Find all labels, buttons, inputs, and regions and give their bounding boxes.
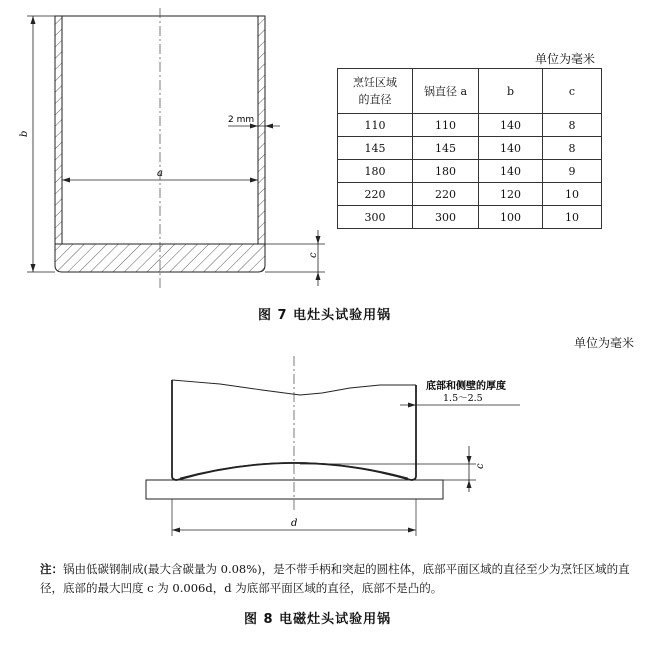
table-cell: 10 — [543, 206, 602, 229]
figure8-caption: 图 8 电磁灶头试验用锅 — [244, 612, 392, 627]
table-cell: 140 — [479, 114, 543, 137]
table-row — [338, 183, 602, 206]
table-cell: 120 — [479, 183, 543, 206]
table-cell: 110 — [413, 114, 479, 137]
table-cell: 110 — [338, 114, 413, 137]
table-cell: 10 — [543, 183, 602, 206]
pot-dimension-table — [337, 68, 602, 229]
pot-right-wall — [411, 385, 416, 480]
table-cell: 100 — [479, 206, 543, 229]
figure8-unit-label: 单位为毫米 — [574, 336, 635, 350]
dim-c-line-fig8 — [300, 446, 476, 492]
table-cell: 180 — [338, 160, 413, 183]
thickness-value: 1.5～2.5 — [443, 393, 483, 404]
dim-wall-label: 2 mm — [228, 115, 255, 125]
table-cell: 140 — [479, 160, 543, 183]
thickness-label: 底部和侧壁的厚度 — [426, 381, 506, 392]
header-cooking-zone-diameter: 烹饪区域 的直径 — [338, 69, 413, 114]
dim-c-label-fig8: c — [475, 463, 486, 469]
table-cell: 300 — [413, 206, 479, 229]
table-cell: 140 — [479, 137, 543, 160]
table-row — [338, 137, 602, 160]
table-row — [338, 160, 602, 183]
figure8-note — [40, 560, 640, 598]
dim-b-label: b — [19, 130, 30, 137]
table-header-row — [338, 69, 602, 114]
table-cell: 9 — [543, 160, 602, 183]
thickness-dim-line — [400, 403, 520, 408]
header-b: b — [479, 69, 543, 114]
dim-d-label: d — [291, 518, 298, 529]
table-cell: 145 — [413, 137, 479, 160]
note-text: 锅由低碳钢制成(最大含碳量为 0.08%)，是不带手柄和突起的圆柱体，底部平面区域的直径至少为烹饪区域的直径，底部的最大凹度 c 为 0.006d，d 为底部平面区域的直径，底部不是凸的。 — [40, 562, 630, 595]
table-cell: 180 — [413, 160, 479, 183]
table-cell: 8 — [543, 137, 602, 160]
table-cell: 8 — [543, 114, 602, 137]
figure7-unit-label: 单位为毫米 — [535, 52, 596, 66]
dim-a-label: a — [157, 168, 163, 179]
table-cell: 220 — [338, 183, 413, 206]
table-cell: 300 — [338, 206, 413, 229]
dim-b-line — [27, 16, 55, 272]
flat-plate — [146, 480, 443, 499]
table-row — [338, 206, 602, 229]
header-c: c — [543, 69, 602, 114]
dim-d-line — [172, 499, 416, 536]
note-tag: 注： — [40, 562, 63, 576]
figure7-caption: 图 7 电灶头试验用锅 — [258, 308, 392, 323]
pot-concave-bottom — [177, 463, 411, 480]
table-cell: 220 — [413, 183, 479, 206]
dim-c-label: c — [308, 252, 319, 258]
header-pot-diameter-a: 锅直径 a — [413, 69, 479, 114]
table-row — [338, 114, 602, 137]
pot-top-edge — [172, 380, 416, 395]
pot-left-wall — [172, 380, 177, 480]
table-cell: 145 — [338, 137, 413, 160]
